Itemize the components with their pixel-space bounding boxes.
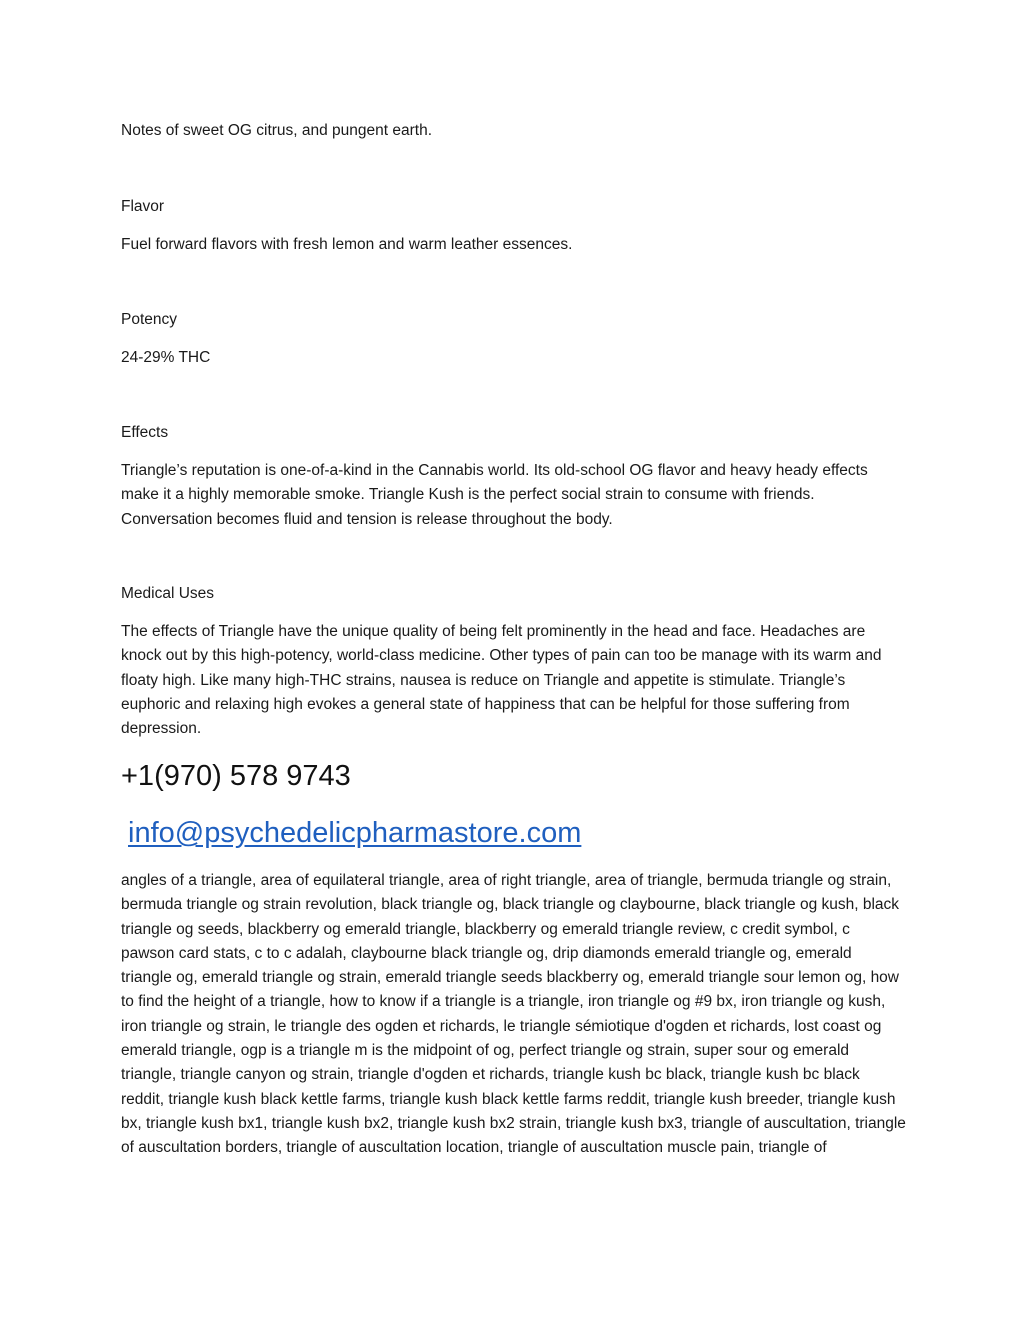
notes-paragraph: Notes of sweet OG citrus, and pungent earth. [121,122,433,139]
medical-uses-heading: Medical Uses [121,585,215,602]
flavor-paragraph: Fuel forward flavors with fresh lemon and warm leather essences. [121,236,573,253]
potency-paragraph: 24-29% THC [121,349,211,366]
keywords-paragraph: angles of a triangle, area of equilateral triangle, area of right triangle, area of triangle, bermuda triangle og strain, bermuda triangle og strain revolution, black triangle og, black triangle og claybourne, black triangle og kush, black triangle og seeds, blackberry og emerald triangle, blackberry og emerald triangle review, c credit symbol, c pawson card stats, c to c adalah, claybourne black triangle og, drip diamonds emerald triangle og, emerald triangle og, emerald triangle og strain, emerald triangle seeds blackberry og, emerald triangle sour lemon og, how to find the height of a triangle, how to know if a triangle is a triangle, iron triangle og #9 bx, iron triangle og kush, iron triangle og strain, le triangle des ogden et richards, le triangle sémiotique d'ogden et richards, lost coast og emerald triangle, ogp is a triangle m is the midpoint of og, perfect triangle og strain, super sour og emerald triangle, triangle canyon og strain, triangle d'ogden et richards, triangle kush bc black, triangle kush bc black reddit, triangle kush black kettle farms, triangle kush black kettle farms reddit, triangle kush breeder, triangle kush bx, triangle kush bx1, triangle kush bx2, triangle kush bx2 strain, triangle kush bx3, triangle of auscultation, triangle of auscultation borders, triangle of auscultation location, triangle of auscultation muscle pain, triangle of [121,872,906,1157]
phone-number: +1(970) 578 9743 [121,760,351,792]
effects-paragraph: Triangle’s reputation is one-of-a-kind in the Cannabis world. Its old-school OG flavor and heavy heady effects make it a highly memorable smoke. Triangle Kush is the perfect social strain to consume with friends. Conversation becomes fluid and tension is release throughout the body. [121,462,868,528]
flavor-heading: Flavor [121,198,165,215]
email-link[interactable]: info@psychedelicpharmastore.com [128,817,582,849]
medical-uses-paragraph: The effects of Triangle have the unique quality of being felt prominently in the head and face. Headaches are knock out by this high-potency, world-class medicine. Other types of pain can too be manage with its warm and floaty high. Like many high-THC strains, nausea is reduce on Triangle and appetite is stimulate. Triangle’s euphoric and relaxing high evokes a general state of happiness that can be helpful for those suffering from depression. [121,623,882,738]
potency-heading: Potency [121,311,178,328]
effects-heading: Effects [121,424,169,441]
